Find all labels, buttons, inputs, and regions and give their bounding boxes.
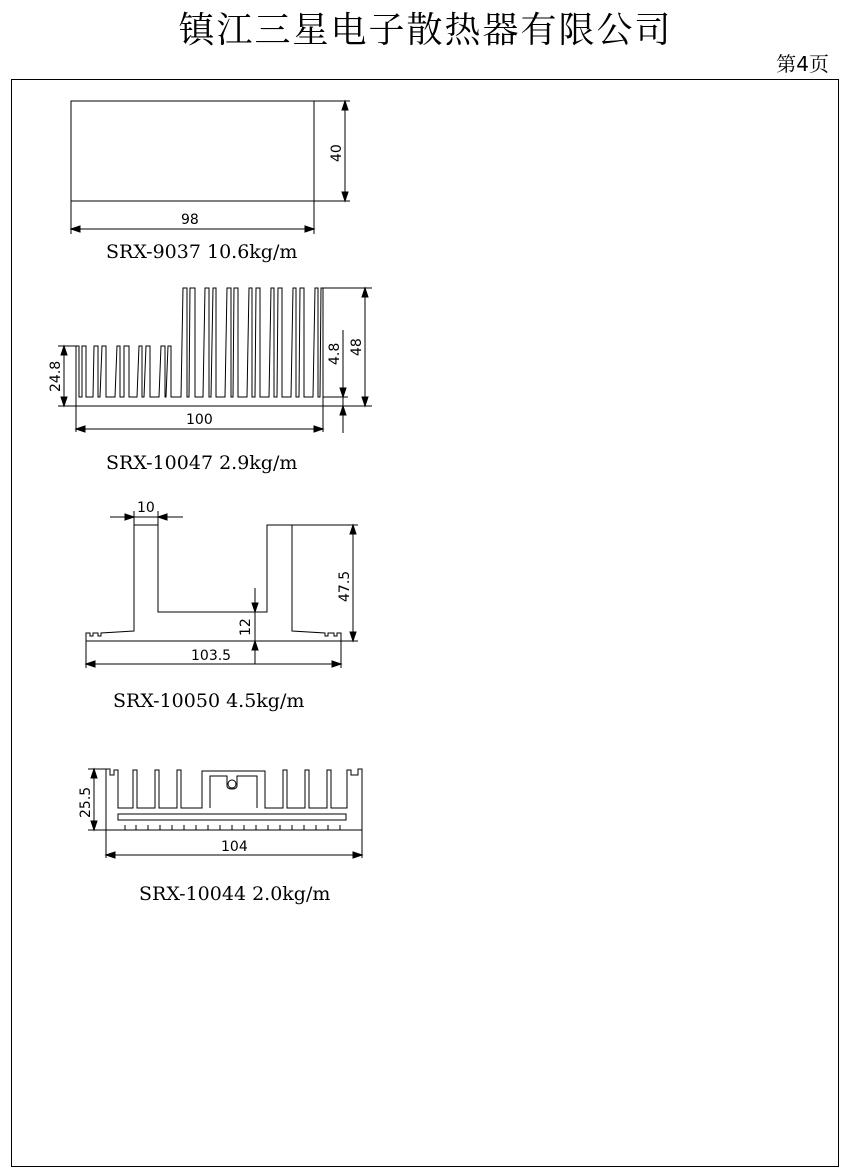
dim-width: 98 bbox=[181, 212, 199, 228]
dim-width: 104 bbox=[221, 839, 248, 855]
dim-width: 100 bbox=[186, 412, 213, 428]
profile-srx-10044 bbox=[78, 769, 362, 858]
profile-srx-10047 bbox=[48, 288, 372, 433]
dim-height: 25.5 bbox=[78, 786, 94, 818]
profile-outline bbox=[86, 525, 341, 641]
dim-base: 4.8 bbox=[327, 342, 343, 365]
caption-srx-9037: SRX-9037 10.6kg/m bbox=[106, 241, 298, 263]
profile-outline bbox=[76, 288, 323, 406]
dim-base: 12 bbox=[238, 618, 254, 636]
center-boss bbox=[228, 780, 236, 788]
caption-srx-10050: SRX-10050 4.5kg/m bbox=[113, 690, 305, 712]
profile-srx-10050 bbox=[86, 500, 358, 668]
dim-width: 103.5 bbox=[191, 648, 232, 664]
page-number: 第4页 bbox=[776, 52, 829, 76]
profile-srx-9037 bbox=[71, 101, 350, 234]
profile-outline bbox=[71, 101, 314, 201]
dim-fin-low: 24.8 bbox=[48, 360, 64, 392]
company-title: 镇江三星电子散热器有限公司 bbox=[178, 10, 673, 51]
dim-height: 40 bbox=[329, 144, 345, 162]
caption-srx-10047: SRX-10047 2.9kg/m bbox=[106, 452, 298, 474]
caption-srx-10044: SRX-10044 2.0kg/m bbox=[139, 883, 331, 905]
dim-fin-width: 10 bbox=[137, 500, 155, 516]
inner-slot bbox=[118, 814, 346, 820]
dim-height: 48 bbox=[349, 338, 365, 356]
dim-height: 47.5 bbox=[337, 570, 353, 602]
profile-outline bbox=[106, 769, 362, 830]
